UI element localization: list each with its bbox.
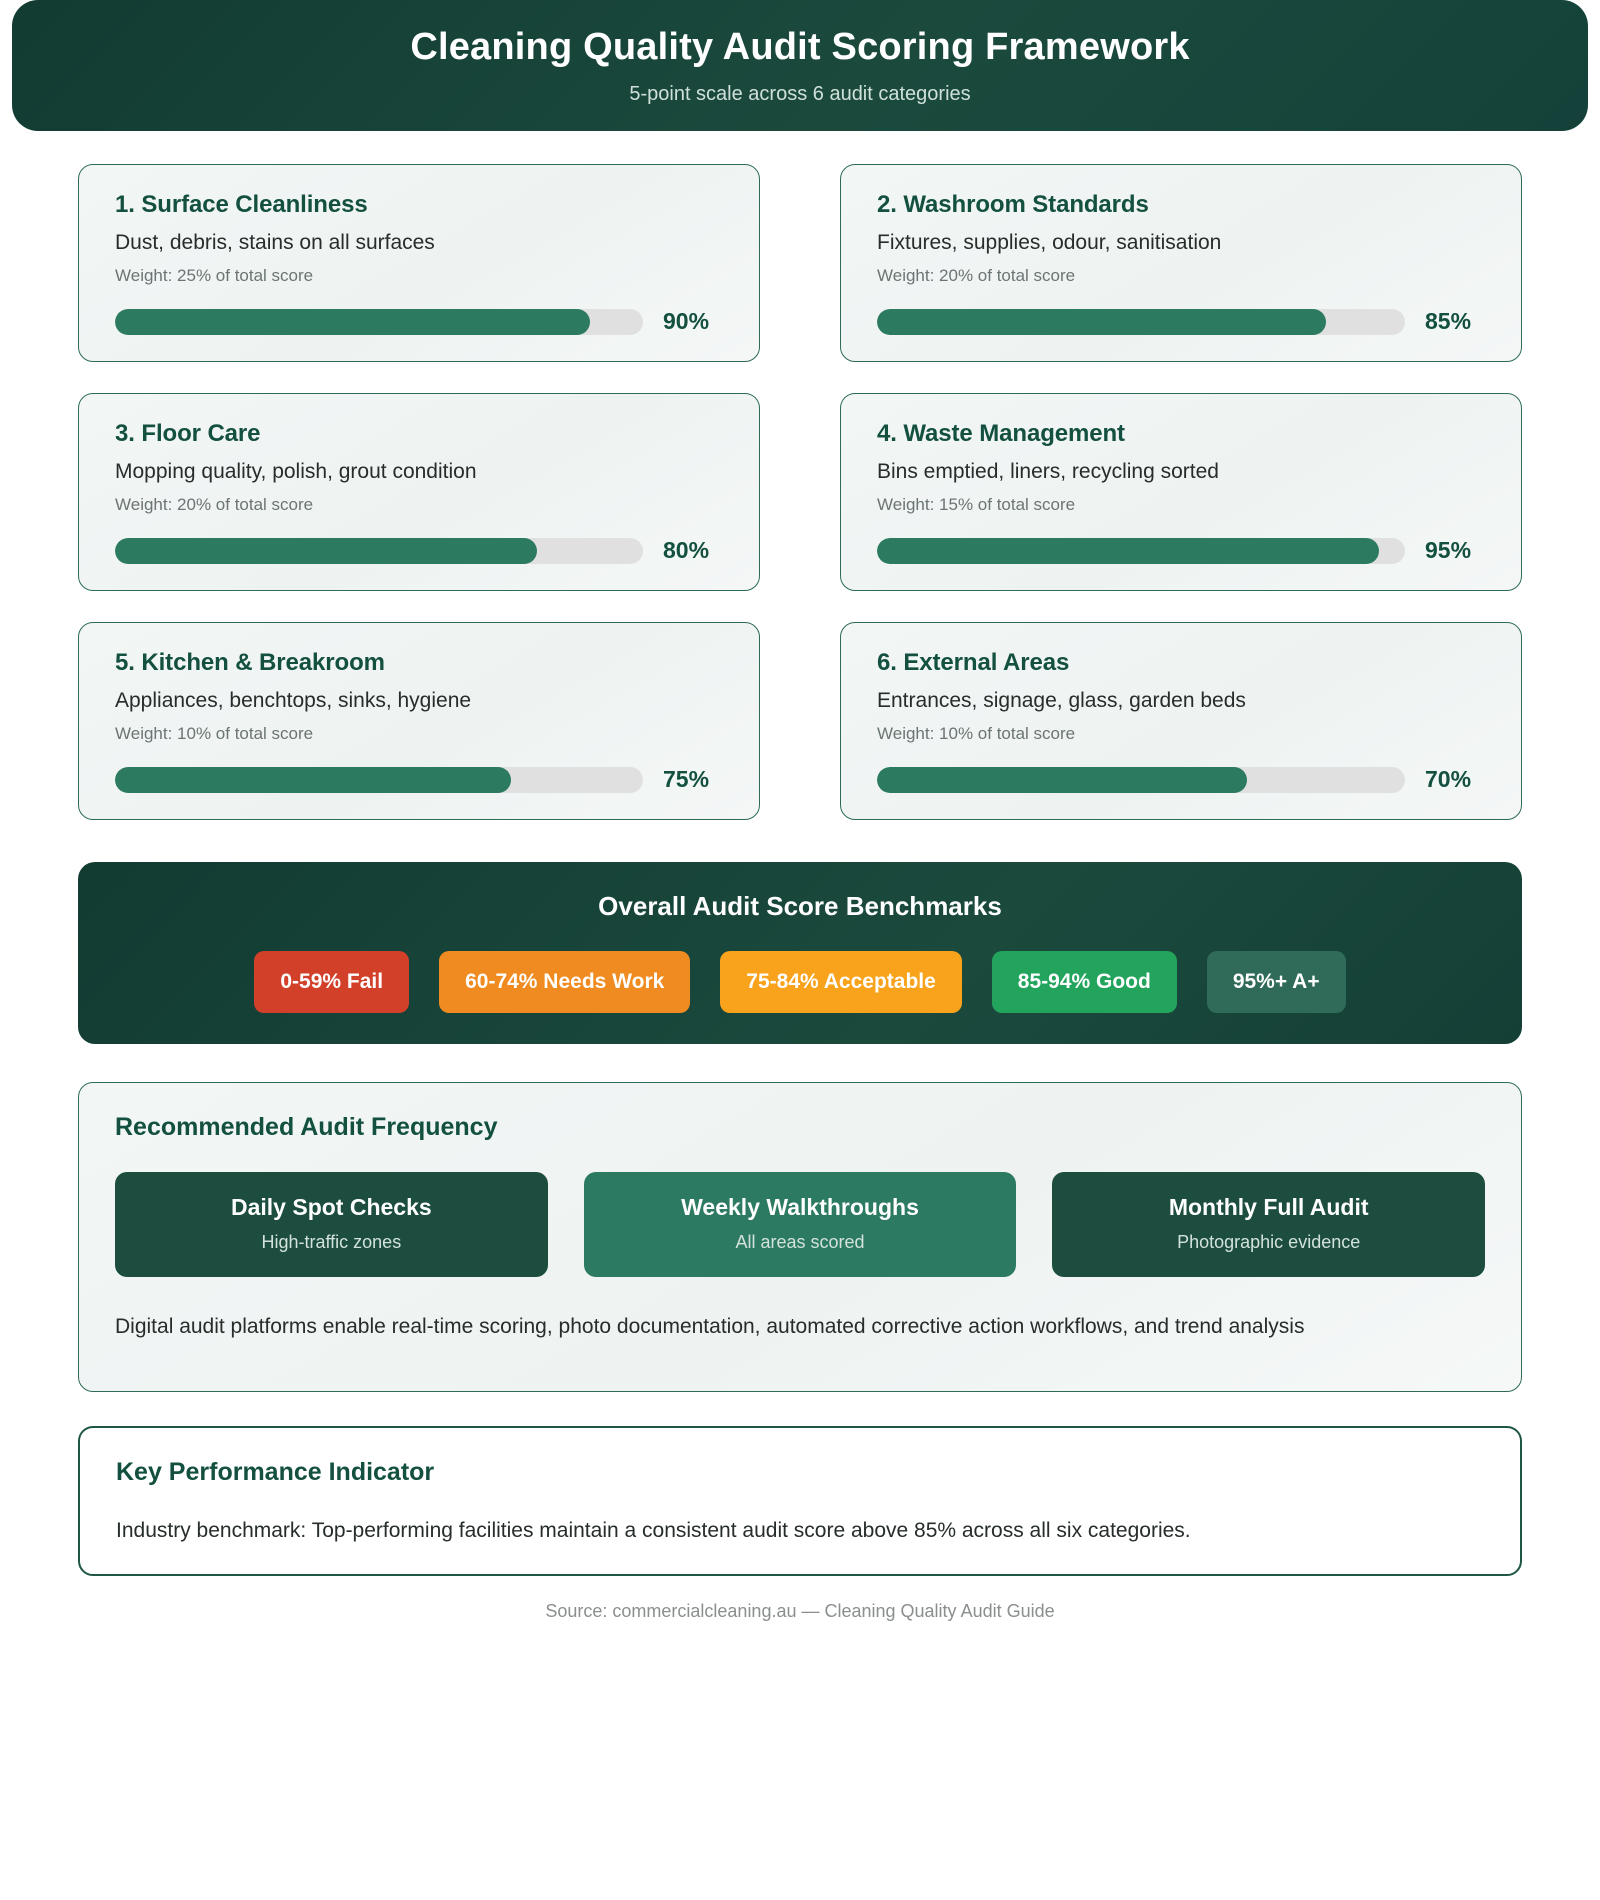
category-card bbox=[840, 622, 1522, 820]
frequency-tile bbox=[1052, 1172, 1485, 1277]
benchmark-pill: 60-74% Needs Work bbox=[439, 951, 690, 1013]
header-banner bbox=[12, 0, 1588, 131]
frequency-tile bbox=[584, 1172, 1017, 1277]
frequency-tile-title: Weekly Walkthroughs bbox=[681, 1194, 919, 1220]
category-card bbox=[840, 164, 1522, 362]
category-description: Fixtures, supplies, odour, sanitisation bbox=[877, 231, 1222, 254]
score-bar-track bbox=[115, 767, 643, 793]
category-weight: Weight: 20% of total score bbox=[115, 495, 314, 514]
kpi-title: Key Performance Indicator bbox=[116, 1458, 435, 1486]
kpi-text: Industry benchmark: Top-performing facilities maintain a consistent audit score above 85% across all six categories. bbox=[116, 1519, 1191, 1542]
score-bar-fill bbox=[877, 767, 1247, 793]
benchmark-pill: 85-94% Good bbox=[992, 951, 1177, 1013]
frequency-tile-subtitle: Photographic evidence bbox=[1177, 1232, 1361, 1252]
category-title: 6. External Areas bbox=[877, 649, 1070, 676]
category-weight: Weight: 20% of total score bbox=[877, 266, 1076, 285]
frequency-note: Digital audit platforms enable real-time scoring, photo documentation, automated corrective action workflows, and trend analysis bbox=[115, 1315, 1305, 1338]
page-title: Cleaning Quality Audit Scoring Framework bbox=[410, 25, 1190, 68]
score-bar-row bbox=[877, 766, 1487, 793]
category-description: Dust, debris, stains on all surfaces bbox=[115, 231, 435, 254]
benchmark-pill-row bbox=[78, 951, 1522, 1013]
score-bar-row bbox=[115, 766, 725, 793]
benchmark-pill: 95%+ A+ bbox=[1207, 951, 1346, 1013]
benchmarks-title: Overall Audit Score Benchmarks bbox=[598, 891, 1002, 921]
benchmark-pill: 75-84% Acceptable bbox=[720, 951, 961, 1013]
score-value: 90% bbox=[663, 308, 710, 334]
score-bar-track bbox=[877, 309, 1405, 335]
category-description: Entrances, signage, glass, garden beds bbox=[877, 689, 1246, 712]
frequency-tile-title: Daily Spot Checks bbox=[230, 1194, 432, 1220]
category-card bbox=[78, 393, 760, 591]
category-card bbox=[840, 393, 1522, 591]
score-value: 85% bbox=[1425, 308, 1472, 334]
score-value: 80% bbox=[663, 537, 710, 563]
category-weight: Weight: 10% of total score bbox=[115, 724, 314, 743]
score-bar-track bbox=[115, 538, 643, 564]
score-bar-fill bbox=[877, 538, 1379, 564]
score-bar-row bbox=[877, 308, 1487, 335]
score-bar-track bbox=[877, 538, 1405, 564]
category-title: 5. Kitchen & Breakroom bbox=[115, 649, 385, 676]
frequency-tile-title: Monthly Full Audit bbox=[1168, 1194, 1369, 1220]
benchmark-pill: 0-59% Fail bbox=[254, 951, 409, 1013]
category-card-grid bbox=[78, 164, 1522, 820]
score-value: 75% bbox=[663, 766, 710, 792]
category-title: 3. Floor Care bbox=[115, 420, 261, 447]
score-bar-track bbox=[115, 309, 643, 335]
score-value: 95% bbox=[1425, 537, 1472, 563]
source-caption: Source: commercialcleaning.au — Cleaning Quality Audit Guide bbox=[545, 1601, 1055, 1621]
score-bar-row bbox=[115, 308, 725, 335]
audit-frequency-title: Recommended Audit Frequency bbox=[115, 1113, 498, 1141]
score-bar-fill bbox=[115, 767, 511, 793]
category-card bbox=[78, 622, 760, 820]
score-bar-fill bbox=[115, 309, 590, 335]
page-subtitle: 5-point scale across 6 audit categories bbox=[629, 82, 971, 105]
frequency-tile bbox=[115, 1172, 548, 1277]
category-card bbox=[78, 164, 760, 362]
score-bar-track bbox=[877, 767, 1405, 793]
category-title: 1. Surface Cleanliness bbox=[115, 191, 368, 218]
score-bar-fill bbox=[115, 538, 537, 564]
audit-frequency-panel bbox=[78, 1082, 1522, 1392]
kpi-panel bbox=[78, 1426, 1522, 1576]
frequency-tile-subtitle: High-traffic zones bbox=[261, 1232, 402, 1252]
score-bar-row bbox=[115, 537, 725, 564]
score-bar-row bbox=[877, 537, 1487, 564]
benchmarks-panel bbox=[78, 862, 1522, 1044]
category-weight: Weight: 15% of total score bbox=[877, 495, 1076, 514]
score-bar-fill bbox=[877, 309, 1326, 335]
frequency-tile-subtitle: All areas scored bbox=[735, 1232, 865, 1252]
category-title: 2. Washroom Standards bbox=[877, 191, 1149, 218]
score-value: 70% bbox=[1425, 766, 1472, 792]
frequency-tile-row bbox=[115, 1172, 1485, 1277]
category-title: 4. Waste Management bbox=[877, 420, 1125, 447]
category-weight: Weight: 25% of total score bbox=[115, 266, 314, 285]
category-weight: Weight: 10% of total score bbox=[877, 724, 1076, 743]
category-description: Mopping quality, polish, grout condition bbox=[115, 460, 477, 483]
category-description: Appliances, benchtops, sinks, hygiene bbox=[115, 689, 472, 712]
category-description: Bins emptied, liners, recycling sorted bbox=[877, 460, 1219, 483]
